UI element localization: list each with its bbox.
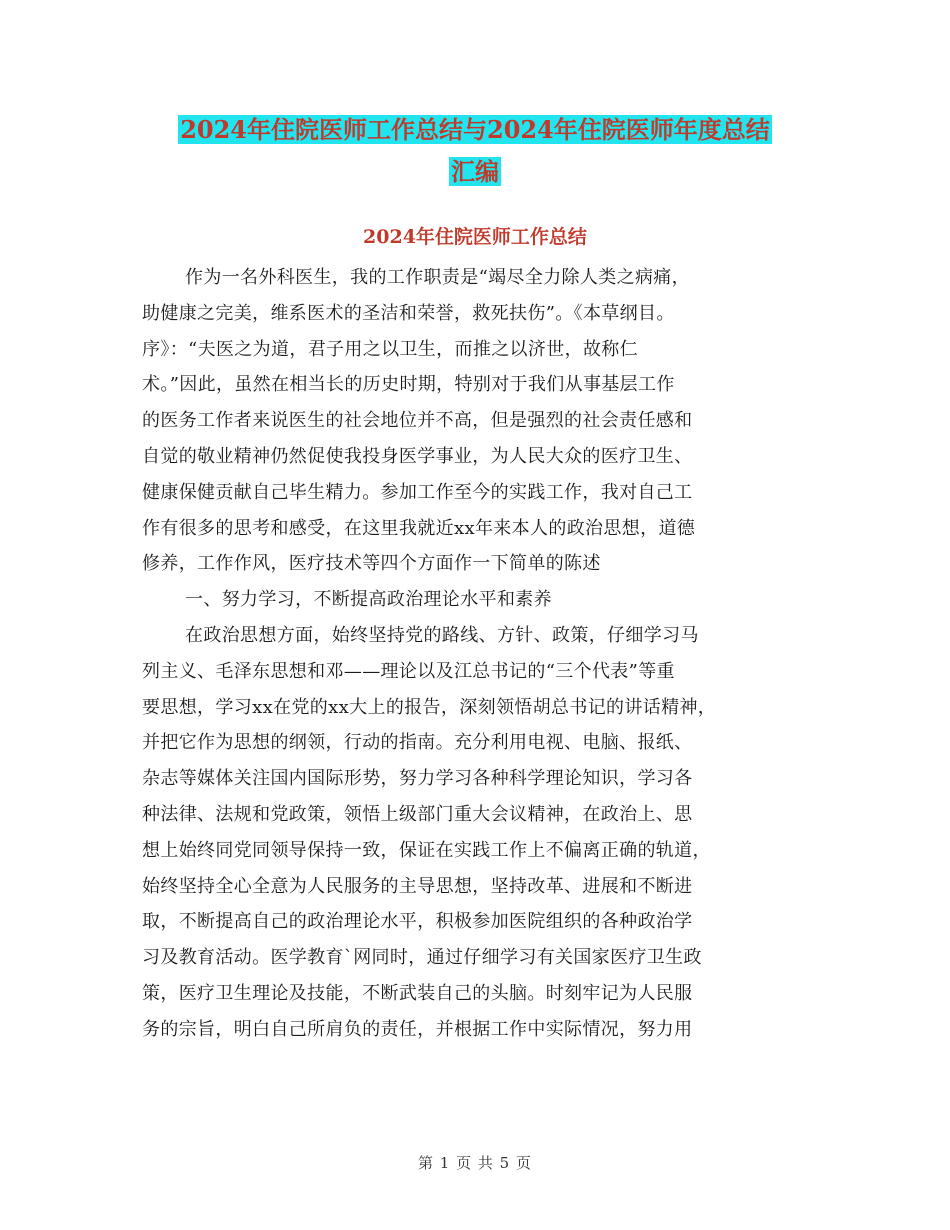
paragraph-line: 取，不断提高自己的政治理论水平，积极参加医院组织的各种政治学 [142,911,693,933]
paragraph-line: 术。”因此，虽然在相当长的历史时期，特别对于我们从事基层工作 [142,374,675,396]
paragraph-line: 要思想，学习xx在党的xx大上的报告，深刻领悟胡总书记的讲话精神， [142,696,717,718]
paragraph-line: 作为一名外科医生，我的工作职责是“竭尽全力除人类之病痛， [185,267,690,288]
paragraph-line: 健康保健贡献自己毕生精力。参加工作至今的实践工作，我对自己工 [142,481,693,503]
paragraph-line: 习及教育活动。医学教育`网同时，通过仔细学习有关国家医疗卫生政 [142,947,702,969]
paragraph-line: 序》：“夫医之为道，君子用之以卫生，而推之以济世，故称仁 [142,338,638,360]
document-title-text-1: 2024年住院医师工作总结与2024年住院医师年度总结 [180,115,770,144]
paragraph-line: 策，医疗卫生理论及技能，不断武装自己的头脑。时刻牢记为人民服 [142,982,693,1004]
section-heading: 一、努力学习，不断提高政治理论水平和素养 [185,589,552,611]
paragraph-line: 列主义、毛泽东思想和邓——理论以及江总书记的“三个代表”等重 [142,660,675,682]
paragraph-line: 想上始终同党同领导保持一致，保证在实践工作上不偏离正确的轨道， [142,839,711,861]
body-text [142,260,832,1048]
paragraph-line: 作有很多的思考和感受，在这里我就近xx年来本人的政治思想，道德 [142,517,696,539]
paragraph-line: 自觉的敬业精神仍然促使我投身医学事业，为人民大众的医疗卫生、 [142,445,693,467]
document-title-line-1 [0,110,950,150]
section-title: 2024年住院医师工作总结 [363,226,587,248]
paragraph-line: 助健康之完美，维系医术的圣洁和荣誉，救死扶伤”。《本草纲目。 [142,302,675,324]
document-title-text-2: 汇编 [451,157,499,186]
paragraph-line: 在政治思想方面，始终坚持党的路线、方针、政策，仔细学习马 [185,624,699,646]
paragraph-line: 种法律、法规和党政策，领悟上级部门重大会议精神，在政治上、思 [142,803,693,825]
paragraph-line: 务的宗旨，明白自己所肩负的责任，并根据工作中实际情况，努力用 [142,1018,693,1040]
paragraph-line: 的医务工作者来说医生的社会地位并不高，但是强烈的社会责任感和 [142,410,693,432]
paragraph-line: 杂志等媒体关注国内国际形势，努力学习各种科学理论知识，学习各 [142,768,693,790]
paragraph-line: 修养，工作作风，医疗技术等四个方面作一下简单的陈述 [142,553,601,575]
paragraph-line: 并把它作为思想的纲领，行动的指南。充分利用电视、电脑、报纸、 [142,732,693,754]
paragraph-line: 始终坚持全心全意为人民服务的主导思想，坚持改革、进展和不断进 [142,875,693,897]
document-title-line-2 [0,152,950,192]
page-footer: 第 1 页 共 5 页 [418,1154,532,1172]
